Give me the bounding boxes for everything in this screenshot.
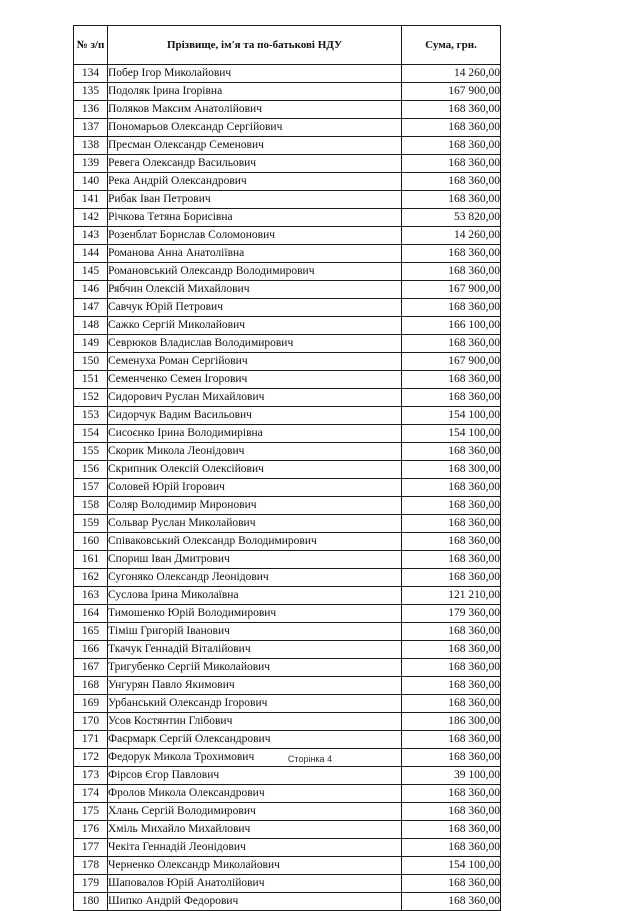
row-sum: 168 360,00 bbox=[402, 389, 501, 407]
row-sum: 14 260,00 bbox=[402, 65, 501, 83]
table-row bbox=[74, 605, 501, 623]
row-name: Чекіта Геннадій Леонідович bbox=[108, 839, 402, 857]
row-sum: 167 900,00 bbox=[402, 353, 501, 371]
row-sum: 154 100,00 bbox=[402, 425, 501, 443]
row-number: 159 bbox=[74, 515, 108, 533]
row-number: 135 bbox=[74, 83, 108, 101]
table-row bbox=[74, 101, 501, 119]
table-row bbox=[74, 695, 501, 713]
row-number: 139 bbox=[74, 155, 108, 173]
row-number: 179 bbox=[74, 875, 108, 893]
row-name: Урбанський Олександр Ігорович bbox=[108, 695, 402, 713]
row-name: Рибак Іван Петрович bbox=[108, 191, 402, 209]
row-number: 171 bbox=[74, 731, 108, 749]
row-number: 136 bbox=[74, 101, 108, 119]
row-sum: 168 360,00 bbox=[402, 515, 501, 533]
row-name: Подоляк Ірина Ігорівна bbox=[108, 83, 402, 101]
table-row bbox=[74, 335, 501, 353]
row-number: 168 bbox=[74, 677, 108, 695]
row-number: 164 bbox=[74, 605, 108, 623]
row-name: Шаповалов Юрій Анатолійович bbox=[108, 875, 402, 893]
table-row bbox=[74, 281, 501, 299]
table-row bbox=[74, 623, 501, 641]
row-sum: 168 360,00 bbox=[402, 695, 501, 713]
row-name: Фролов Микола Олександрович bbox=[108, 785, 402, 803]
row-sum: 14 260,00 bbox=[402, 227, 501, 245]
row-name: Річкова Тетяна Борисівна bbox=[108, 209, 402, 227]
table-row bbox=[74, 443, 501, 461]
table-row bbox=[74, 65, 501, 83]
row-sum: 168 360,00 bbox=[402, 443, 501, 461]
row-sum: 168 360,00 bbox=[402, 371, 501, 389]
row-number: 157 bbox=[74, 479, 108, 497]
row-number: 138 bbox=[74, 137, 108, 155]
row-name: Фірсов Єгор Павлович bbox=[108, 767, 402, 785]
row-number: 146 bbox=[74, 281, 108, 299]
table-row bbox=[74, 389, 501, 407]
table-row bbox=[74, 119, 501, 137]
row-name: Тіміш Григорій Іванович bbox=[108, 623, 402, 641]
row-sum: 167 900,00 bbox=[402, 281, 501, 299]
row-number: 161 bbox=[74, 551, 108, 569]
table-row bbox=[74, 407, 501, 425]
row-number: 177 bbox=[74, 839, 108, 857]
row-sum: 168 360,00 bbox=[402, 497, 501, 515]
row-name: Сугоняко Олександр Леонідович bbox=[108, 569, 402, 587]
row-sum: 168 360,00 bbox=[402, 659, 501, 677]
row-number: 152 bbox=[74, 389, 108, 407]
row-number: 175 bbox=[74, 803, 108, 821]
row-number: 156 bbox=[74, 461, 108, 479]
row-name: Сидорович Руслан Михайлович bbox=[108, 389, 402, 407]
table-row bbox=[74, 641, 501, 659]
row-name: Семенуха Роман Сергійович bbox=[108, 353, 402, 371]
table-row bbox=[74, 497, 501, 515]
row-number: 174 bbox=[74, 785, 108, 803]
header-name: Прізвище, ім'я та по-батькові НДУ bbox=[108, 26, 402, 65]
row-name: Спориш Іван Дмитрович bbox=[108, 551, 402, 569]
row-sum: 168 360,00 bbox=[402, 893, 501, 911]
row-sum: 39 100,00 bbox=[402, 767, 501, 785]
row-sum: 179 360,00 bbox=[402, 605, 501, 623]
table-row bbox=[74, 767, 501, 785]
row-sum: 168 360,00 bbox=[402, 623, 501, 641]
row-sum: 168 360,00 bbox=[402, 677, 501, 695]
row-name: Река Андрій Олександрович bbox=[108, 173, 402, 191]
row-sum: 168 360,00 bbox=[402, 785, 501, 803]
row-number: 148 bbox=[74, 317, 108, 335]
table-row bbox=[74, 893, 501, 911]
row-name: Романовський Олександр Володимирович bbox=[108, 263, 402, 281]
row-sum: 168 360,00 bbox=[402, 749, 501, 767]
row-number: 163 bbox=[74, 587, 108, 605]
row-name: Романова Анна Анатоліївна bbox=[108, 245, 402, 263]
row-number: 134 bbox=[74, 65, 108, 83]
table-row bbox=[74, 479, 501, 497]
row-name: Побер Ігор Миколайович bbox=[108, 65, 402, 83]
row-sum: 168 360,00 bbox=[402, 479, 501, 497]
row-number: 165 bbox=[74, 623, 108, 641]
table-row bbox=[74, 83, 501, 101]
row-number: 176 bbox=[74, 821, 108, 839]
table-row bbox=[74, 533, 501, 551]
row-sum: 168 360,00 bbox=[402, 821, 501, 839]
row-name: Співаковський Олександр Володимирович bbox=[108, 533, 402, 551]
row-name: Скорик Микола Леонідович bbox=[108, 443, 402, 461]
row-sum: 168 360,00 bbox=[402, 191, 501, 209]
table-row bbox=[74, 569, 501, 587]
roster-table bbox=[73, 25, 501, 911]
table-row bbox=[74, 155, 501, 173]
row-name: Соловей Юрій Ігорович bbox=[108, 479, 402, 497]
row-number: 158 bbox=[74, 497, 108, 515]
row-sum: 168 300,00 bbox=[402, 461, 501, 479]
row-name: Севрюков Владислав Володимирович bbox=[108, 335, 402, 353]
row-name: Семенченко Семен Ігорович bbox=[108, 371, 402, 389]
row-name: Хміль Михайло Михайлович bbox=[108, 821, 402, 839]
row-sum: 168 360,00 bbox=[402, 101, 501, 119]
table-body bbox=[74, 65, 501, 911]
table-row bbox=[74, 659, 501, 677]
row-sum: 168 360,00 bbox=[402, 173, 501, 191]
row-number: 151 bbox=[74, 371, 108, 389]
row-number: 149 bbox=[74, 335, 108, 353]
row-sum: 154 100,00 bbox=[402, 857, 501, 875]
row-sum: 168 360,00 bbox=[402, 641, 501, 659]
header-row bbox=[74, 26, 501, 65]
row-sum: 168 360,00 bbox=[402, 731, 501, 749]
row-number: 173 bbox=[74, 767, 108, 785]
row-number: 166 bbox=[74, 641, 108, 659]
row-number: 160 bbox=[74, 533, 108, 551]
row-sum: 166 100,00 bbox=[402, 317, 501, 335]
row-number: 153 bbox=[74, 407, 108, 425]
row-sum: 168 360,00 bbox=[402, 263, 501, 281]
row-number: 150 bbox=[74, 353, 108, 371]
table-row bbox=[74, 191, 501, 209]
row-name: Ревега Олександр Васильович bbox=[108, 155, 402, 173]
row-name: Тимошенко Юрій Володимирович bbox=[108, 605, 402, 623]
row-name: Хлань Сергій Володимирович bbox=[108, 803, 402, 821]
row-number: 155 bbox=[74, 443, 108, 461]
row-name: Сажко Сергій Миколайович bbox=[108, 317, 402, 335]
row-sum: 168 360,00 bbox=[402, 875, 501, 893]
row-name: Унгурян Павло Якимович bbox=[108, 677, 402, 695]
row-number: 144 bbox=[74, 245, 108, 263]
table-row bbox=[74, 515, 501, 533]
row-name: Шипко Андрій Федорович bbox=[108, 893, 402, 911]
row-sum: 168 360,00 bbox=[402, 299, 501, 317]
table-row bbox=[74, 803, 501, 821]
table-row bbox=[74, 353, 501, 371]
row-sum: 53 820,00 bbox=[402, 209, 501, 227]
row-name: Скрипник Олексій Олексійович bbox=[108, 461, 402, 479]
row-name: Сидорчук Вадим Васильович bbox=[108, 407, 402, 425]
page-number-footer: Сторінка 4 bbox=[287, 754, 333, 764]
row-sum: 168 360,00 bbox=[402, 551, 501, 569]
table-row bbox=[74, 551, 501, 569]
row-name: Пономарьов Олександр Сергійович bbox=[108, 119, 402, 137]
row-sum: 168 360,00 bbox=[402, 839, 501, 857]
table-row bbox=[74, 137, 501, 155]
row-name: Ткачук Геннадій Віталійович bbox=[108, 641, 402, 659]
row-number: 180 bbox=[74, 893, 108, 911]
row-number: 169 bbox=[74, 695, 108, 713]
row-number: 162 bbox=[74, 569, 108, 587]
row-sum: 168 360,00 bbox=[402, 155, 501, 173]
row-name: Усов Костянтин Глібович bbox=[108, 713, 402, 731]
row-sum: 168 360,00 bbox=[402, 803, 501, 821]
row-name: Суслова Ірина Миколаївна bbox=[108, 587, 402, 605]
table-row bbox=[74, 713, 501, 731]
row-name: Черненко Олександр Миколайович bbox=[108, 857, 402, 875]
row-name: Рябчин Олексій Михайлович bbox=[108, 281, 402, 299]
row-name: Савчук Юрій Петрович bbox=[108, 299, 402, 317]
table-row bbox=[74, 875, 501, 893]
row-name: Поляков Максим Анатолійович bbox=[108, 101, 402, 119]
table-row bbox=[74, 173, 501, 191]
row-name: Фаєрмарк Сергій Олександрович bbox=[108, 731, 402, 749]
table-row bbox=[74, 821, 501, 839]
row-sum: 168 360,00 bbox=[402, 245, 501, 263]
row-number: 141 bbox=[74, 191, 108, 209]
row-number: 154 bbox=[74, 425, 108, 443]
header-number: № з/п bbox=[74, 26, 108, 65]
row-number: 170 bbox=[74, 713, 108, 731]
row-name: Тригубенко Сергій Миколайович bbox=[108, 659, 402, 677]
table-row bbox=[74, 425, 501, 443]
row-sum: 168 360,00 bbox=[402, 335, 501, 353]
row-sum: 168 360,00 bbox=[402, 119, 501, 137]
table-row bbox=[74, 677, 501, 695]
row-sum: 186 300,00 bbox=[402, 713, 501, 731]
row-name: Пресман Олександр Семенович bbox=[108, 137, 402, 155]
table-row bbox=[74, 839, 501, 857]
table-row bbox=[74, 209, 501, 227]
row-name: Федорук Микола Трохимович bbox=[108, 749, 402, 767]
row-number: 142 bbox=[74, 209, 108, 227]
table-row bbox=[74, 731, 501, 749]
row-name: Соляр Володимир Миронович bbox=[108, 497, 402, 515]
row-sum: 168 360,00 bbox=[402, 533, 501, 551]
row-number: 147 bbox=[74, 299, 108, 317]
row-number: 167 bbox=[74, 659, 108, 677]
row-number: 137 bbox=[74, 119, 108, 137]
table-header bbox=[74, 26, 501, 65]
table-row bbox=[74, 263, 501, 281]
row-name: Розенблат Борислав Соломонович bbox=[108, 227, 402, 245]
table-row bbox=[74, 857, 501, 875]
row-number: 140 bbox=[74, 173, 108, 191]
row-number: 143 bbox=[74, 227, 108, 245]
table-row bbox=[74, 227, 501, 245]
table-row bbox=[74, 371, 501, 389]
row-number: 172 bbox=[74, 749, 108, 767]
row-number: 145 bbox=[74, 263, 108, 281]
row-sum: 154 100,00 bbox=[402, 407, 501, 425]
row-name: Сольвар Руслан Миколайович bbox=[108, 515, 402, 533]
table-row bbox=[74, 461, 501, 479]
row-name: Сисоєнко Ірина Володимирівна bbox=[108, 425, 402, 443]
row-sum: 167 900,00 bbox=[402, 83, 501, 101]
row-sum: 168 360,00 bbox=[402, 569, 501, 587]
table-row bbox=[74, 245, 501, 263]
row-sum: 121 210,00 bbox=[402, 587, 501, 605]
table-row bbox=[74, 317, 501, 335]
header-sum: Сума, грн. bbox=[402, 26, 501, 65]
row-number: 178 bbox=[74, 857, 108, 875]
table-row bbox=[74, 299, 501, 317]
table-row bbox=[74, 587, 501, 605]
row-sum: 168 360,00 bbox=[402, 137, 501, 155]
